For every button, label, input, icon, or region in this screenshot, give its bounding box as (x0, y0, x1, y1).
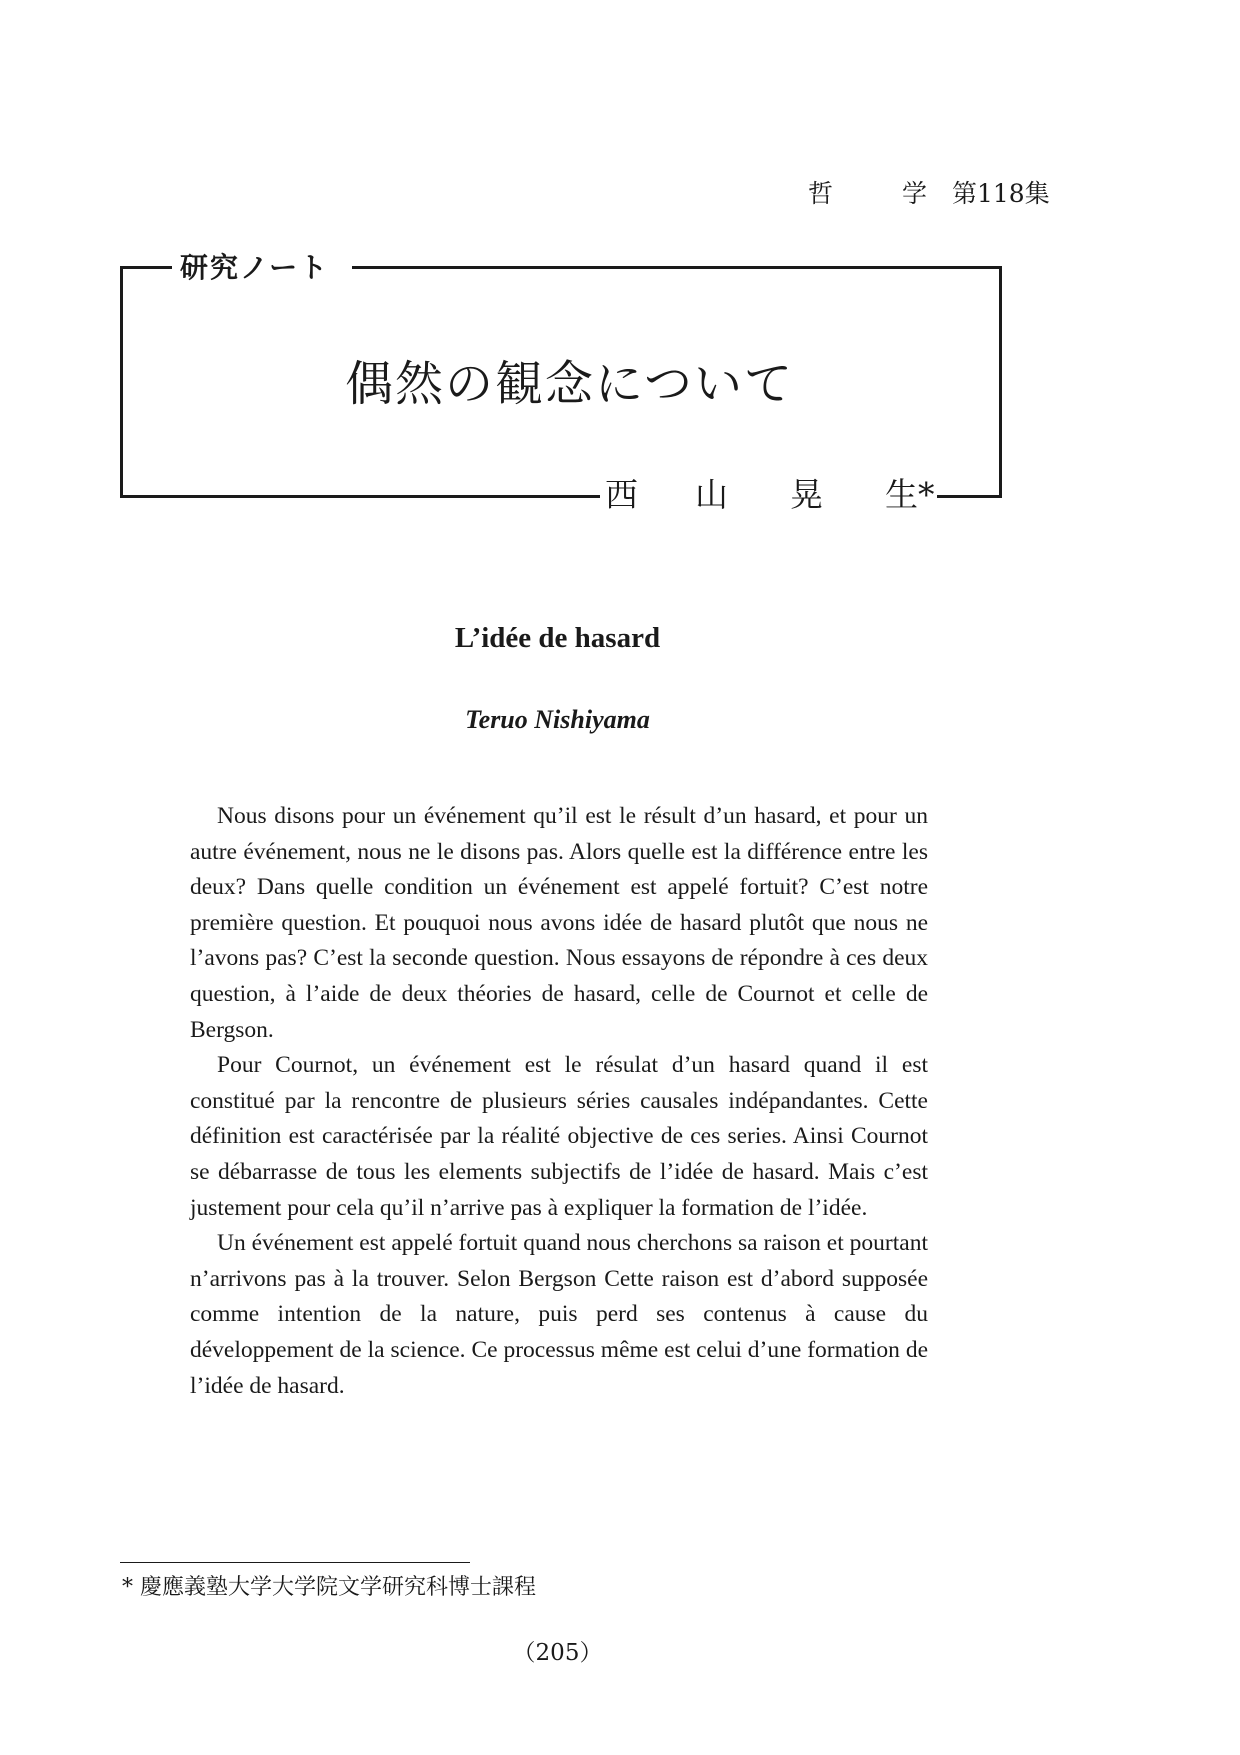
frame-bottom-right-rule (937, 495, 1002, 498)
frame-left-rule (120, 266, 123, 497)
frame-bottom-left-rule (120, 495, 600, 498)
author-char-1: 西 (605, 475, 638, 514)
author-char-2: 山 (695, 475, 728, 514)
author-romanized: Teruo Nishiyama (465, 705, 650, 734)
abstract-paragraph: Pour Cournot, un événement est le résulat d’un hasard quand il est constitué par la rencontre de plusieurs séries causales indépandantes. Cette définition est caractérisée par la réalité objective de ces series. Ainsi Cournot se débarrasse de tous les elements subjectifs de l’idée de hasard. Mais c’est justement pour cela qu’il n’arrive pas à expliquer la formation de l’idée. (190, 1052, 928, 1221)
japanese-title: 偶然の観念について (345, 356, 795, 412)
page-number: （205） (512, 1640, 603, 1666)
french-title: L’idée de hasard (454, 622, 661, 654)
section-label: 研究ノート (180, 251, 330, 284)
journal-volume: 第118集 (952, 179, 1050, 208)
abstract (190, 799, 928, 1404)
footnote: * 慶應義塾大学大学院文学研究科博士課程 (122, 1575, 536, 1600)
abstract-paragraph: Nous disons pour un événement qu’il est le résult d’un hasard, et pour un autre événement, nous ne le disons pas. Alors quelle est la différence entre les deux? Dans quelle condition un événement est appelé fortuit? C’est notre première question. Et pouquoi nous avons idée de hasard plutôt que nous ne l’avons pas? C’est la seconde question. Nous essayons de répondre à ces deux question, à l’aide de deux théories de hasard, celle de Cournot et celle de Bergson. (190, 803, 928, 1043)
footnote-rule (120, 1562, 470, 1563)
author-char-4: 生* (885, 475, 935, 514)
frame-top-right-rule (352, 266, 1002, 269)
frame-top-left-rule (120, 266, 172, 269)
author-char-3: 晃 (790, 475, 823, 514)
journal-name-char-2: 学 (902, 179, 928, 208)
frame-right-rule (999, 266, 1002, 497)
journal-name-char-1: 哲 (808, 179, 834, 208)
abstract-paragraph: Un événement est appelé fortuit quand nous cherchons sa raison et pourtant n’arrivons pas à la trouver. Selon Bergson Cette raison est d’abord supposée comme intention de la nature, puis perd ses contenus à cause du développement de la science. Ce processus même est celui d’une formation de l’idée de hasard. (190, 1230, 928, 1399)
